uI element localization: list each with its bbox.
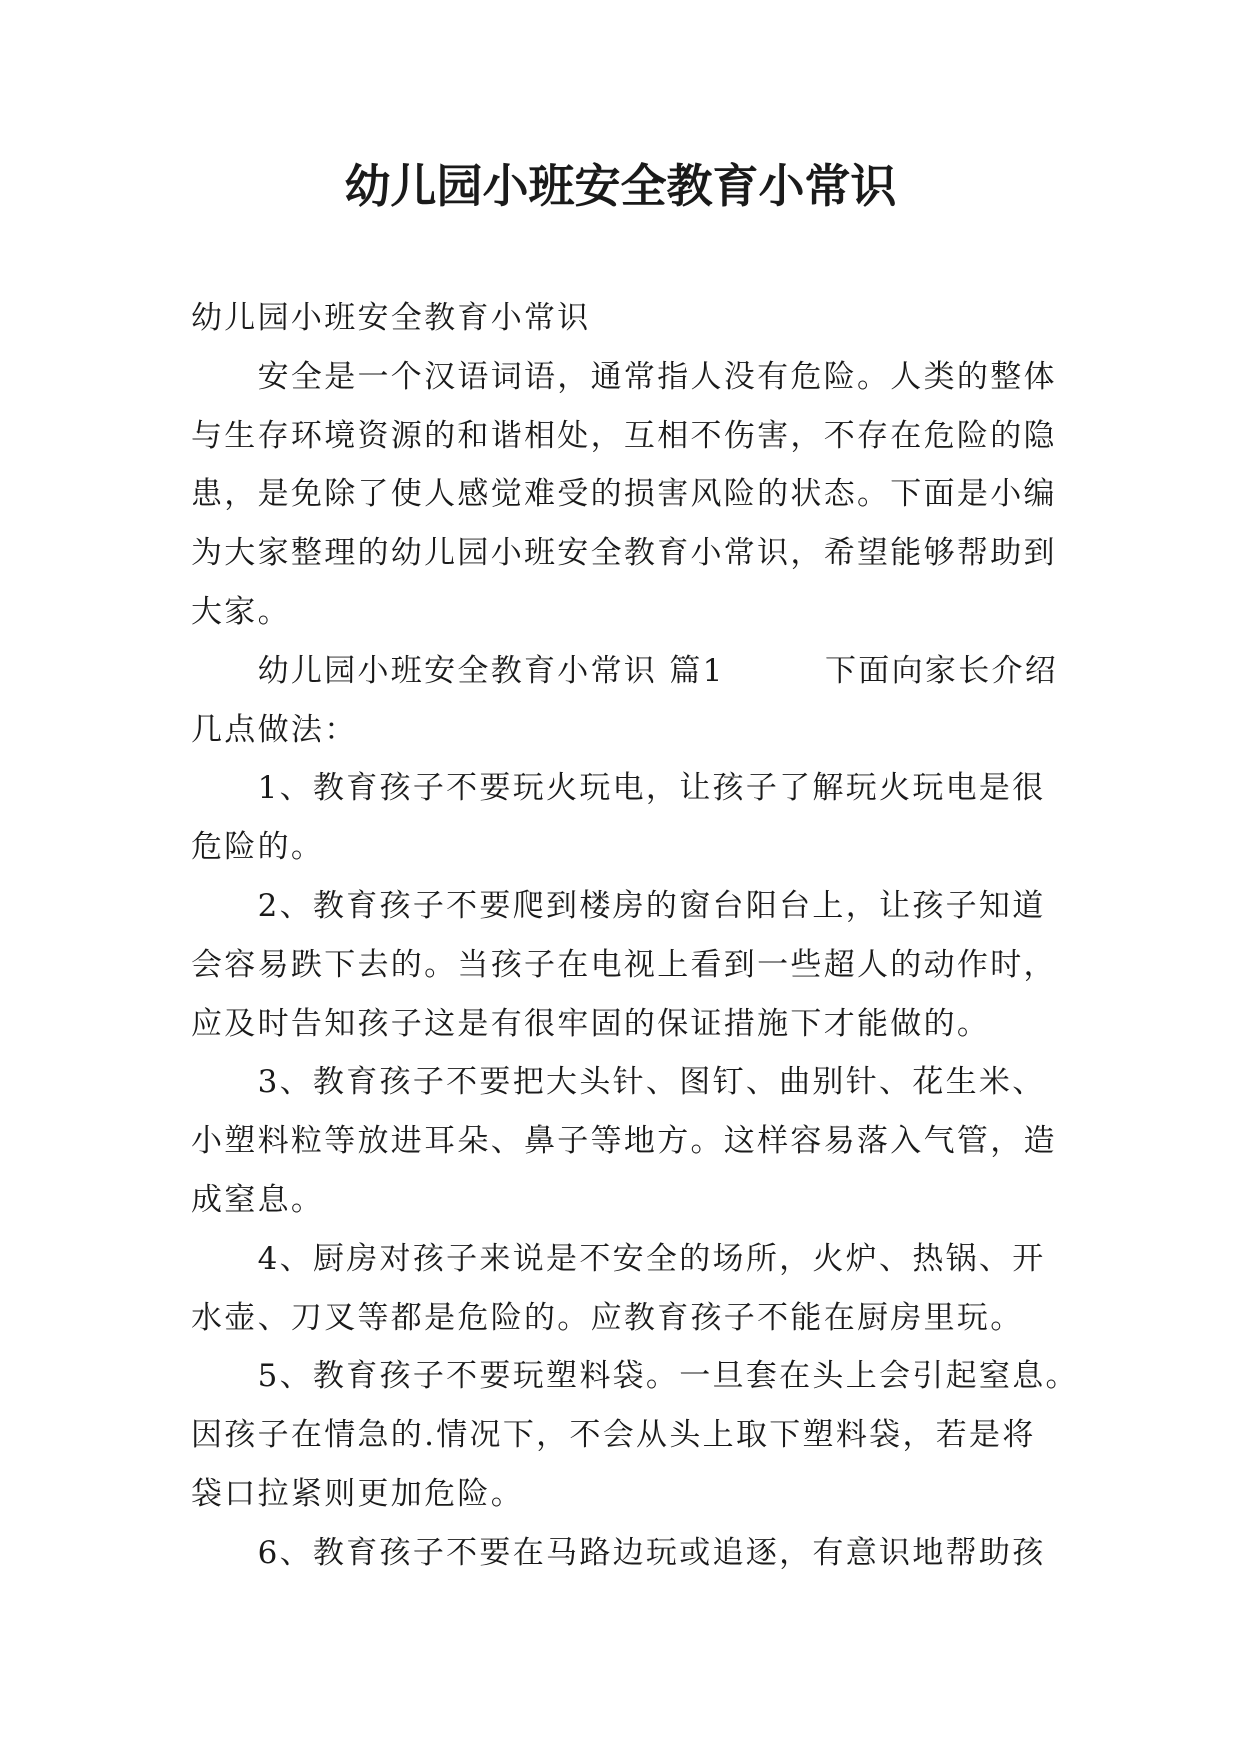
paragraph-item-5 <box>191 1347 1191 1523</box>
paragraph-item-3 <box>191 1053 1191 1229</box>
paragraph-item-4 <box>191 1230 1191 1348</box>
paragraph-section-lead <box>191 642 1191 760</box>
document-subtitle: 幼儿园小班安全教育小常识 <box>191 300 591 336</box>
document-body <box>191 289 1191 1583</box>
intro-line: 为大家整理的幼儿园小班安全教育小常识，希望能够帮助到 <box>191 535 1057 572</box>
item-line: 2、教育孩子不要爬到楼房的窗台阳台上，让孩子知道 <box>257 887 1046 924</box>
item-line: 应及时告知孩子这是有很牢固的保证措施下才能做的。 <box>191 1005 991 1042</box>
intro-line: 患，是免除了使人感觉难受的损害风险的状态。下面是小编 <box>191 476 1057 513</box>
paragraph-intro <box>191 348 1191 642</box>
section-heading: 幼儿园小班安全教育小常识 篇1 <box>257 652 725 689</box>
item-line: 因孩子在情急的.情况下，不会从头上取下塑料袋，若是将 <box>191 1417 1036 1454</box>
intro-line: 安全是一个汉语词语，通常指人没有危险。人类的整体 <box>257 358 1057 395</box>
section-lead-text: 下面向家长介绍 <box>825 652 1059 689</box>
item-line: 5、教育孩子不要玩塑料袋。一旦套在头上会引起窒息。 <box>257 1358 1079 1395</box>
item-line: 小塑料粒等放进耳朵、鼻子等地方。这样容易落入气管，造 <box>191 1123 1057 1160</box>
item-line: 1、教育孩子不要玩火玩电，让孩子了解玩火玩电是很 <box>257 770 1046 807</box>
item-line: 水壶、刀叉等都是危险的。应教育孩子不能在厨房里玩。 <box>191 1299 1024 1336</box>
item-line: 3、教育孩子不要把大头针、图钉、曲别针、花生米、 <box>257 1064 1046 1101</box>
item-line: 6、教育孩子不要在马路边玩或追逐，有意识地帮助孩 <box>257 1534 1046 1571</box>
paragraph-item-1 <box>191 759 1191 877</box>
item-line: 袋口拉紧则更加危险。 <box>191 1475 524 1512</box>
item-line: 成窒息。 <box>191 1181 325 1218</box>
item-line: 会容易跌下去的。当孩子在电视上看到一些超人的动作时， <box>191 946 1057 983</box>
item-line: 危险的。 <box>191 829 325 866</box>
intro-line: 大家。 <box>191 593 291 630</box>
section-heading-line <box>191 642 1191 701</box>
section-lead-line: 几点做法： <box>191 711 358 748</box>
document-title: 幼儿园小班安全教育小常识 <box>344 159 897 213</box>
paragraph-item-2 <box>191 877 1191 1053</box>
item-line: 4、厨房对孩子来说是不安全的场所，火炉、热锅、开 <box>257 1240 1046 1277</box>
paragraph-item-6 <box>191 1524 1191 1583</box>
intro-line: 与生存环境资源的和谐相处，互相不伤害，不存在危险的隐 <box>191 417 1057 454</box>
